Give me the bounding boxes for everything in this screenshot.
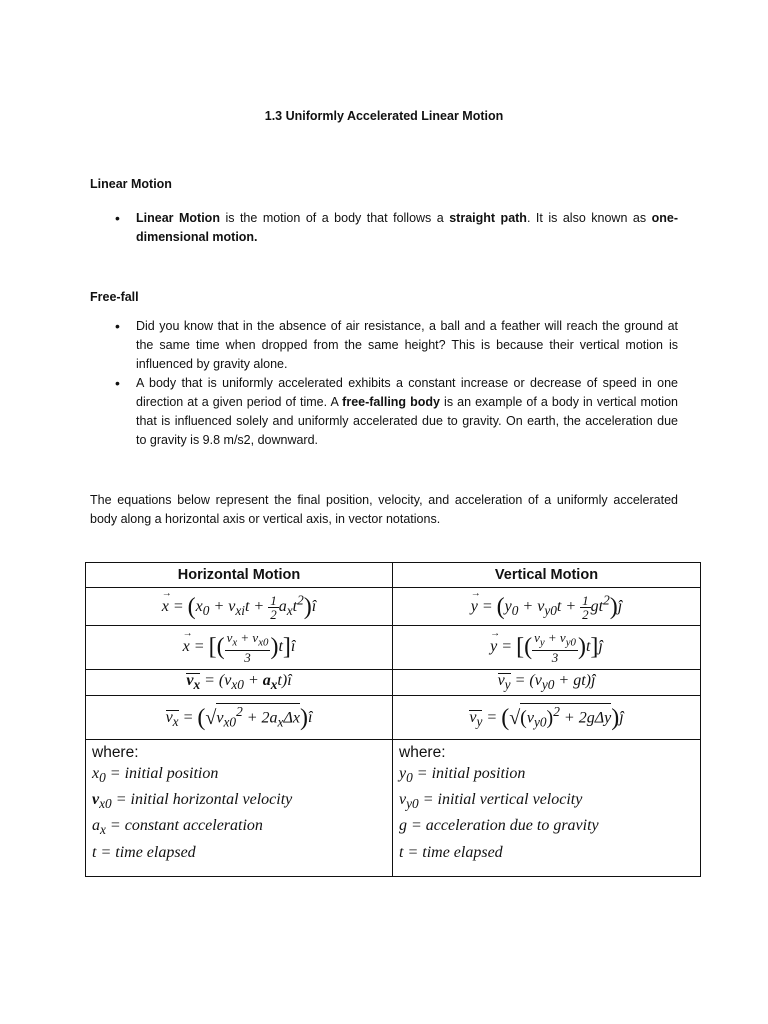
equation-cell [393,588,701,626]
bold-phrase: straight path [449,211,527,225]
vertical-velocity-equation: $v_y = (v_{y0}$ + gt)ĵ [497,671,596,693]
bold-phrase: one-dimensional motion. [136,211,678,244]
bullet-text: is an example of a body in vertical motion that is influenced solely and uniformly accelerated due to gravity. On earth, the acceleration due to gravity is 9.8 m/s2, downward. [136,395,678,447]
definition-line: g = acceleration due to gravity [399,817,599,835]
horizontal-velocity-equation: $v_x = (v_{x0}$ + $a_xt)î$ [186,671,292,693]
list-item [115,209,678,247]
equation-cell [393,696,701,740]
horizontal-velocity-displacement-equation: $v_x = (√v_{x0}^2$ + $2a_x\Delta x)î$ [165,703,313,732]
horizontal-definitions-cell [86,740,393,877]
vertical-velocity-displacement-equation: $v_y = (√(v_{y0})^2$ + 2gΔy)ĵ [469,703,624,732]
horizontal-position-equation: → $x = (x_0 + v_{xi}t$ + $\frac{1}{2}$ $a_xt^2)î$ [162,598,316,615]
bullet-text: . It is also known as [526,211,652,225]
where-label: where: [92,744,139,761]
header-vertical-motion: Vertical Motion [393,563,701,588]
bullet-text: is the motion of a body that follows a [219,211,450,225]
equations-table [85,562,701,877]
document-title: 1.3 Uniformly Accelerated Linear Motion [264,109,504,123]
where-label: where: [399,744,446,761]
equation-cell [86,670,393,696]
linear-motion-heading: Linear Motion [90,177,172,191]
vertical-position-equation: → $y = (y_0 + v_{y0}t$ + $\frac{1}{2}$ $gt^2)ĵ$ [471,598,623,615]
vertical-average-velocity-position-equation: → y = [( $\frac{v_y + v_{y0}}{3}$ )t]ĵ [490,638,603,655]
intro-paragraph: The equations below represent the final position, velocity, and acceleration of a uniformly accelerated body along a horizontal axis or vertical axis, in vector notations. [90,493,678,526]
list-item: • Did you know that in the absence of air resistance, a ball and a feather will reach the ground at the same time when dropped from the same height? This is because their vertical motion is influenced by gravity alone. [115,317,678,374]
list-item [115,374,678,450]
term-bold: Linear Motion [136,211,220,225]
table-row [86,696,701,740]
table-row [86,670,701,696]
free-fall-heading: Free-fall [90,290,139,304]
definition-line: $x_0$ = initial position [92,765,219,786]
table-row [86,626,701,670]
equation-cell [86,588,393,626]
definition-line: t = time elapsed [92,843,196,861]
definition-line: t = time elapsed [399,843,503,861]
definition-line: $a_x$ = constant acceleration [92,817,263,838]
bullet-text: A body that is uniformly accelerated exhibits a constant increase or decrease of speed in one direction at a given period of time. A [136,376,678,409]
bold-phrase: free-falling body [342,395,440,409]
horizontal-average-velocity-position-equation: → x = [( $\frac{v_x + v_{x0}}{3}$ )t]î [183,638,296,655]
equation-cell [86,626,393,670]
definition-line: $v_{x0}$ = initial horizontal velocity [92,791,293,812]
equation-cell [393,626,701,670]
definition-line: $y_0$ = initial position [399,765,526,786]
free-fall-list [115,317,678,450]
table-row [86,588,701,626]
equation-cell [393,670,701,696]
definition-line: $v_{y0}$ = initial vertical velocity [399,791,583,812]
equation-cell [86,696,393,740]
vertical-definitions-cell [393,740,701,877]
table-row [86,740,701,877]
table-header-row [86,563,701,588]
header-horizontal-motion: Horizontal Motion [86,563,393,588]
linear-motion-list [115,209,678,247]
